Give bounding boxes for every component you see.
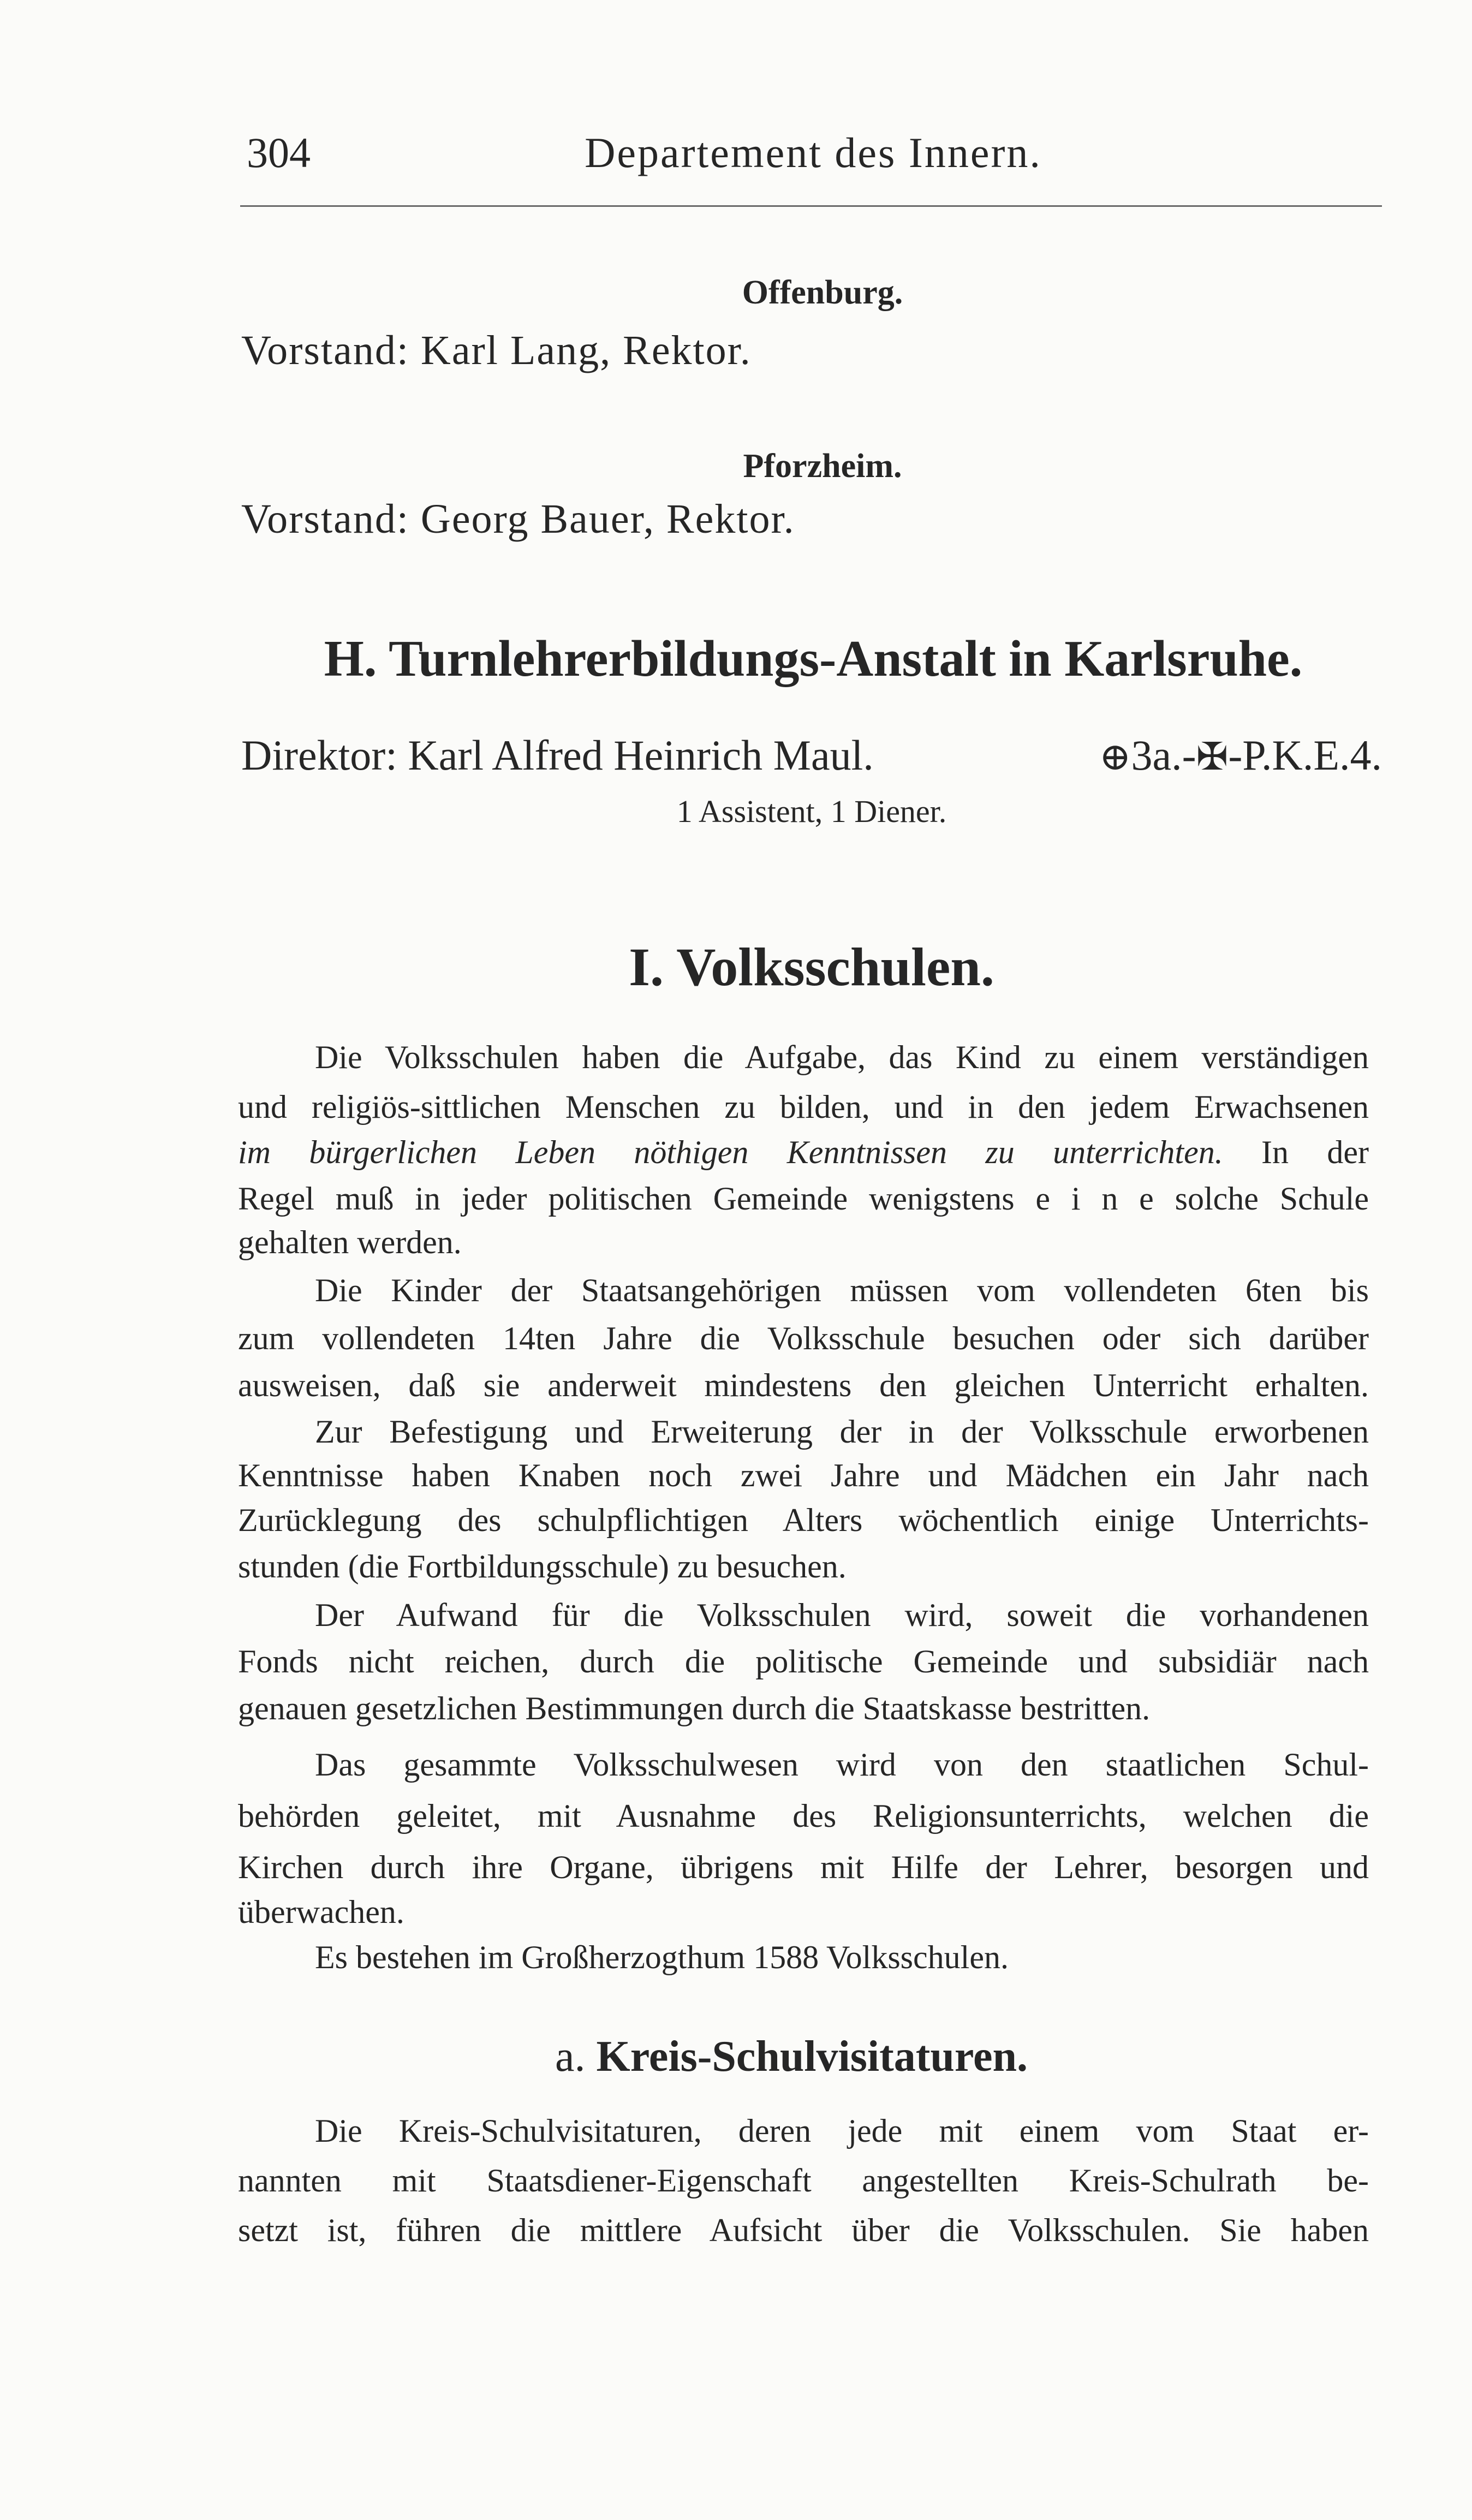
order-text-2: -P.K.E.4.: [1228, 731, 1382, 779]
subsection-title-text: Kreis-Schulvisitaturen.: [596, 2033, 1028, 2081]
order-text-1: 3a.-: [1131, 731, 1196, 779]
line-text: gehalten werden.: [238, 1224, 462, 1260]
vorstand-offenburg: Vorstand: Karl Lang, Rektor.: [241, 327, 752, 373]
text-line: [315, 1410, 1369, 1453]
text-line: [238, 2159, 1369, 2202]
line-text: setzt ist, führen die mittlere Aufsicht über die Volksschulen. Sie haben: [238, 2212, 1369, 2248]
line-text: überwachen.: [238, 1894, 404, 1930]
text-line: [238, 1890, 1369, 1934]
line-text: stunden (die Fortbildungsschule) zu besuchen.: [238, 1548, 847, 1584]
text-line: [238, 1220, 1369, 1264]
line-text: Das gesammte Volksschulwesen wird von den staatlichen Schul-: [315, 1747, 1369, 1783]
line-text: zum vollendeten 14ten Jahre die Volksschule besuchen oder sich darüber: [238, 1320, 1369, 1356]
text-line: [315, 2109, 1369, 2153]
running-title: Departement des Innern.: [585, 129, 1042, 176]
place-heading-offenburg: Offenburg.: [742, 274, 903, 311]
line-text: Der Aufwand für die Volksschulen wird, soweit die vorhandenen: [315, 1597, 1369, 1633]
header-rule: [240, 205, 1382, 207]
line-text: Zurücklegung des schulpflichtigen Alters wöchentlich einige Unterrichts-: [238, 1502, 1369, 1538]
section-title-volksschulen: I. Volksschulen.: [629, 937, 994, 997]
text-line: [238, 1794, 1369, 1838]
text-line: [238, 1687, 1369, 1730]
text-line: [238, 1316, 1369, 1360]
text-line: [238, 1640, 1369, 1683]
line-text: Kirchen durch ihre Organe, übrigens mit Hilfe der Lehrer, besorgen und: [238, 1849, 1369, 1885]
order-decorations: [1099, 731, 1382, 782]
text-line: [315, 1743, 1369, 1786]
text-line: [238, 2208, 1369, 2252]
subsection-title-kreis: [555, 2029, 1028, 2084]
line-text: Die Kinder der Staatsangehörigen müssen vom vollendeten 6ten bis: [315, 1272, 1369, 1308]
line-text: Es bestehen im Großherzogthum 1588 Volksschulen.: [315, 1939, 1009, 1975]
text-line: [315, 1935, 1369, 1979]
text-line: [238, 1845, 1369, 1889]
text-line: [238, 1130, 1369, 1174]
text-line: [238, 1498, 1369, 1542]
text-line: [238, 1453, 1369, 1497]
direktor-line: [241, 731, 1382, 782]
vorstand-pforzheim: Vorstand: Georg Bauer, Rektor.: [241, 496, 795, 542]
text-line: [238, 1177, 1369, 1220]
line-text: Die Kreis-Schulvisitaturen, deren jede mit einem vom Staat er-: [315, 2113, 1369, 2149]
text-line: [315, 1035, 1369, 1079]
order-circle-cross-icon: ⊕: [1099, 736, 1131, 778]
line-text: Zur Befestigung und Erweiterung der in der Volksschule erworbenen: [315, 1414, 1369, 1450]
text-line: [315, 1593, 1369, 1637]
line-text: und religiös-sittlichen Menschen zu bilden, und in den jedem Erwachsenen: [238, 1089, 1369, 1125]
subsection-prefix: a.: [555, 2033, 586, 2081]
line-text: Kenntnisse haben Knaben noch zwei Jahre und Mädchen ein Jahr nach: [238, 1457, 1369, 1493]
text-line: [238, 1545, 1369, 1588]
maltese-cross-icon: ✠: [1196, 736, 1229, 778]
line-text: genauen gesetzlichen Bestimmungen durch die Staatskasse bestritten.: [238, 1690, 1151, 1726]
page-number: 304: [247, 129, 311, 176]
place-heading-pforzheim: Pforzheim.: [743, 448, 902, 485]
line-text: Fonds nicht reichen, durch die politische Gemeinde und subsidiär nach: [238, 1643, 1369, 1679]
section-title-turnlehrer: H. Turnlehrerbildungs-Anstalt in Karlsruhe.: [324, 630, 1303, 687]
text-line: [238, 1363, 1369, 1407]
line-text: ausweisen, daß sie anderweit mindestens den gleichen Unterricht erhalten.: [238, 1367, 1369, 1403]
italic-text: im bürgerlichen Leben nöthigen Kenntnissen zu unterrichten.: [238, 1134, 1223, 1170]
text-line: [315, 1268, 1369, 1312]
line-text: Regel muß in jeder politischen Gemeinde wenigstens e i n e solche Schule: [238, 1181, 1369, 1217]
line-text: behörden geleitet, mit Ausnahme des Religionsunterrichts, welchen die: [238, 1798, 1369, 1834]
staff-line: 1 Assistent, 1 Diener.: [676, 794, 947, 829]
line-text: In der: [1223, 1134, 1369, 1170]
line-text: Die Volksschulen haben die Aufgabe, das Kind zu einem verständigen: [315, 1039, 1369, 1075]
text-line: [238, 1085, 1369, 1129]
direktor-name: Direktor: Karl Alfred Heinrich Maul.: [241, 731, 874, 779]
line-text: nannten mit Staatsdiener-Eigenschaft angestellten Kreis-Schulrath be-: [238, 2162, 1369, 2199]
